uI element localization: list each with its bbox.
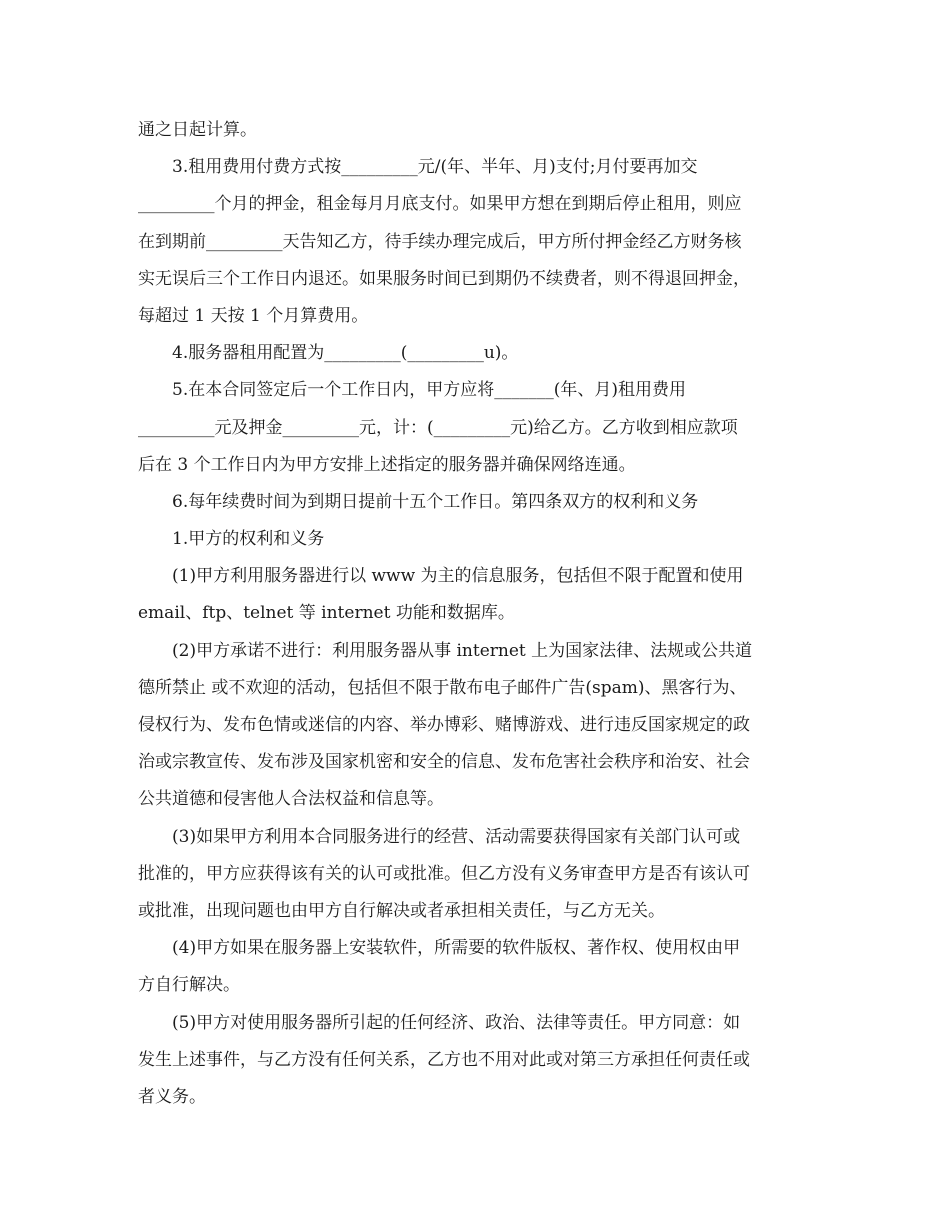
text-line: 批准的，甲方应获得该有关的认可或批准。但乙方没有义务审查甲方是否有该认可 — [138, 863, 750, 884]
text-line: 治或宗教宣传、发布涉及国家机密和安全的信息、发布危害社会秩序和治安、社会 — [138, 752, 750, 773]
text-line: 后在 3 个工作日内为甲方安排上述指定的服务器并确保网络连通。 — [138, 454, 636, 475]
text-line: 4.服务器租用配置为_________(_________u)。 — [172, 343, 519, 364]
text-line: (2)甲方承诺不进行：利用服务器从事 internet 上为国家法律、法规或公共道 — [172, 640, 753, 661]
text-line: (4)甲方如果在服务器上安装软件，所需要的软件版权、著作权、使用权由甲 — [172, 938, 741, 959]
text-line: _________个月的押金，租金每月月底支付。如果甲方想在到期后停止租用，则应 — [138, 194, 742, 215]
text-line: 发生上述事件，与乙方没有任何关系，乙方也不用对此或对第三方承担任何责任或 — [138, 1049, 750, 1070]
text-line: 德所禁止 或不欢迎的活动，包括但不限于散布电子邮件广告(spam)、黑客行为、 — [138, 677, 747, 698]
text-line: 3.租用费用付费方式按_________元/(年、半年、月)支付;月付要再加交 — [172, 157, 698, 178]
text-line: 1.甲方的权利和义务 — [172, 529, 325, 550]
text-line: email、ftp、telnet 等 internet 功能和数据库。 — [138, 603, 515, 624]
text-line: 者义务。 — [138, 1086, 206, 1107]
document-body — [138, 112, 813, 1116]
text-line: 每超过 1 天按 1 个月算费用。 — [138, 305, 369, 326]
text-line: (3)如果甲方利用本合同服务进行的经营、活动需要获得国家有关部门认可或 — [172, 826, 741, 847]
text-line: (5)甲方对使用服务器所引起的任何经济、政治、法律等责任。甲方同意：如 — [172, 1012, 741, 1033]
text-line: 5.在本合同签定后一个工作日内，甲方应将_______(年、月)租用费用 — [172, 380, 686, 401]
text-line: 方自行解决。 — [138, 975, 240, 996]
text-line: (1)甲方利用服务器进行以 www 为主的信息服务，包括但不限于配置和使用 — [172, 566, 744, 587]
text-line: _________元及押金_________元，计：(_________元)给乙方。乙方收到相应款项 — [138, 417, 738, 438]
text-line: 公共道德和侵害他人合法权益和信息等。 — [138, 789, 444, 810]
text-line: 在到期前_________天告知乙方，待手续办理完成后，甲方所付押金经乙方财务核 — [138, 231, 742, 252]
text-line: 侵权行为、发布色情或迷信的内容、举办博彩、赌博游戏、进行违反国家规定的政 — [138, 715, 750, 735]
text-line: 6.每年续费时间为到期日提前十五个工作日。第四条双方的权利和义务 — [172, 491, 699, 512]
text-line: 实无误后三个工作日内退还。如果服务时间已到期仍不续费者，则不得退回押金， — [138, 268, 750, 289]
text-line: 通之日起计算。 — [138, 120, 257, 140]
text-line: 或批准，出现问题也由甲方自行解决或者承担相关责任，与乙方无关。 — [138, 900, 665, 921]
